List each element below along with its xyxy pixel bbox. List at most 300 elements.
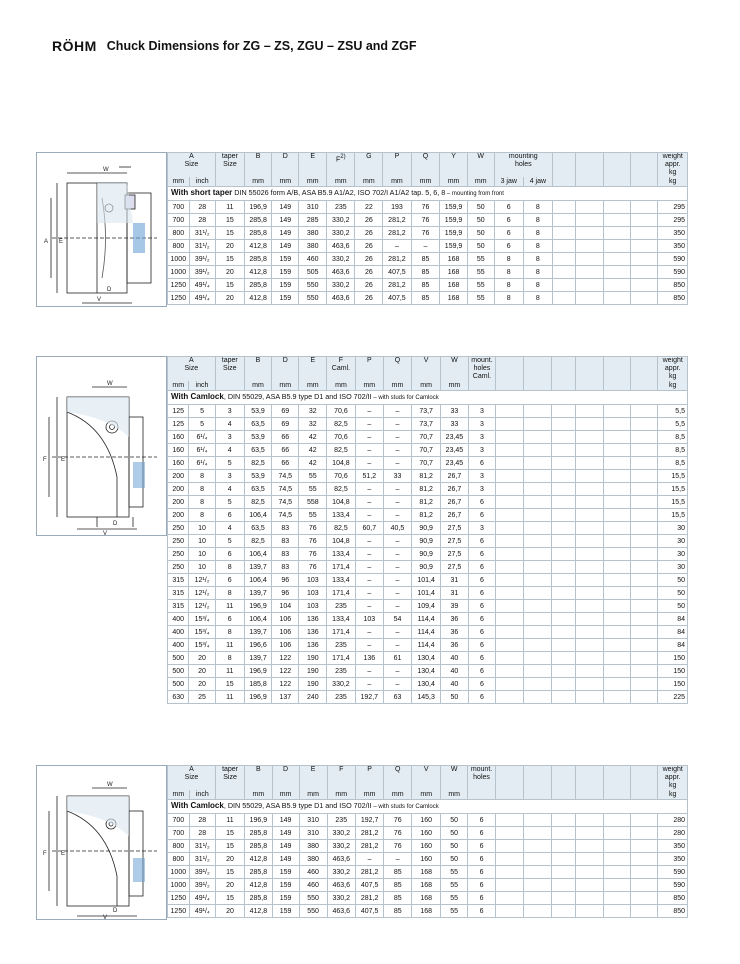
table-cell <box>524 814 552 827</box>
table-cell: – <box>355 483 383 496</box>
table-cell: 330,2 <box>327 827 355 840</box>
table-cell: 15 <box>215 279 244 292</box>
table-cell: 74,5 <box>272 483 299 496</box>
table-cell: 122 <box>272 678 299 691</box>
table-cell <box>552 892 576 905</box>
table-cell: 122 <box>272 665 299 678</box>
table-cell: 50 <box>658 600 688 613</box>
table-row <box>168 201 688 214</box>
table-cell: 15 <box>215 253 244 266</box>
table-cell: 149 <box>272 814 299 827</box>
table-cell <box>604 457 631 470</box>
table-cell: 39¹/₂ <box>189 879 215 892</box>
table-cell: 193 <box>383 201 411 214</box>
table-cell: 51,2 <box>355 470 383 483</box>
table-cell: 30 <box>658 548 688 561</box>
table-cell <box>575 483 603 496</box>
table-cell: – <box>383 457 411 470</box>
table-cell: – <box>355 405 383 418</box>
table-cell <box>524 626 552 639</box>
table-cell: 6 <box>468 879 496 892</box>
table-cell: 106,4 <box>244 509 271 522</box>
table-cell: 159 <box>272 892 299 905</box>
svg-text:A: A <box>44 239 49 245</box>
table-cell: 12¹/₂ <box>189 574 215 587</box>
table-cell: 76 <box>384 814 412 827</box>
table-cell: 463,6 <box>327 905 355 918</box>
table-cell: 36 <box>441 613 468 626</box>
table-cell: 463,6 <box>327 266 355 279</box>
table-row <box>168 626 688 639</box>
table-cell: 63,5 <box>244 418 271 431</box>
table-cell: 407,5 <box>355 879 383 892</box>
table-cell: 800 <box>168 227 190 240</box>
table-row <box>168 483 688 496</box>
svg-text:F: F <box>43 851 47 857</box>
table-row <box>168 561 688 574</box>
table-cell: 31¹/₂ <box>189 227 215 240</box>
table-cell: 330,2 <box>327 279 355 292</box>
table-cell: 6 <box>468 535 496 548</box>
table-cell <box>496 652 524 665</box>
table-cell: 28 <box>189 201 215 214</box>
table-cell: 8 <box>189 496 215 509</box>
table-cell: – <box>383 561 411 574</box>
table-cell <box>496 483 524 496</box>
table-cell: 96 <box>272 574 299 587</box>
table-cell <box>631 827 658 840</box>
table-cell: 26 <box>355 214 383 227</box>
table-cell <box>576 266 604 279</box>
table-cell: 3 <box>468 470 496 483</box>
table-cell <box>552 470 575 483</box>
table-cell: 8 <box>494 253 523 266</box>
table-cell: 106 <box>272 613 299 626</box>
table-cell: 280 <box>658 827 688 840</box>
table-cell: 76 <box>411 214 440 227</box>
table-cell <box>524 535 552 548</box>
table-cell: 200 <box>168 470 189 483</box>
table-cell <box>604 691 631 704</box>
table-cell <box>604 626 631 639</box>
table-cell: 1250 <box>168 892 190 905</box>
table-cell <box>604 444 631 457</box>
table-cell: 3 <box>468 418 496 431</box>
col-taper: taper <box>221 153 238 160</box>
table-cell: 159 <box>272 292 299 305</box>
col-size: Size <box>184 161 199 168</box>
table-cell <box>552 201 575 214</box>
table-cell <box>552 561 575 574</box>
table-cell: 109,4 <box>412 600 441 613</box>
table-cell: 20 <box>189 652 215 665</box>
table-cell: 20 <box>215 240 244 253</box>
col-taper-size: Size <box>223 161 237 168</box>
table-cell <box>524 665 552 678</box>
table-cell <box>552 866 576 879</box>
table-cell: 50 <box>467 201 494 214</box>
table-cell: 81,2 <box>412 483 441 496</box>
table-cell: 590 <box>658 866 688 879</box>
table-cell: 66 <box>272 444 299 457</box>
table-cell: 104,8 <box>327 457 355 470</box>
table-cell: 90,9 <box>412 548 441 561</box>
table-row <box>168 905 688 918</box>
table-cell: 20 <box>189 665 215 678</box>
table-cell: 90,9 <box>412 535 441 548</box>
table-cell: 850 <box>658 279 688 292</box>
table-cell: – <box>383 405 411 418</box>
table-cell: 20 <box>189 678 215 691</box>
table-row <box>168 587 688 600</box>
table-cell: 200 <box>168 509 189 522</box>
table-cell: 103 <box>299 600 327 613</box>
table-cell <box>575 561 603 574</box>
table-cell: 295 <box>658 201 688 214</box>
table-cell <box>631 266 658 279</box>
table-cell <box>575 626 603 639</box>
table-cell: 15,5 <box>658 509 688 522</box>
svg-text:W: W <box>103 167 109 173</box>
table-cell <box>631 691 658 704</box>
table-cell: 83 <box>272 548 299 561</box>
table-cell <box>575 652 603 665</box>
table-cell: 235 <box>327 639 355 652</box>
table-cell <box>575 405 603 418</box>
table-cell <box>495 840 523 853</box>
table-cell: 235 <box>327 691 355 704</box>
table-cell: 6 <box>468 892 496 905</box>
table-cell <box>496 431 524 444</box>
table-cell: 407,5 <box>355 905 383 918</box>
table-cell: 407,5 <box>383 292 411 305</box>
table-cell <box>496 496 524 509</box>
table-cell <box>631 613 658 626</box>
table-cell: 27,5 <box>441 548 468 561</box>
table-cell: 8 <box>523 292 552 305</box>
table-cell <box>552 266 575 279</box>
table-cell: – <box>383 665 411 678</box>
table-cell: 83 <box>272 522 299 535</box>
table-cell <box>604 548 631 561</box>
table-cell: 40 <box>441 652 468 665</box>
table-cell: 196,9 <box>245 814 272 827</box>
table-cell: 463,6 <box>327 879 355 892</box>
table-cell: 49¹/₄ <box>189 292 215 305</box>
table-cell: 505 <box>299 266 327 279</box>
table-cell: 171,4 <box>327 587 355 600</box>
table-cell: 28 <box>189 814 215 827</box>
table-cell: 550 <box>299 892 327 905</box>
table-cell: 285,8 <box>245 892 272 905</box>
table-cell <box>495 905 523 918</box>
table-cell: 6 <box>468 626 496 639</box>
table-cell <box>604 227 631 240</box>
table-cell: 15 <box>215 827 244 840</box>
table-cell <box>496 405 524 418</box>
table-cell: 15 <box>215 227 244 240</box>
table-row <box>168 574 688 587</box>
table-cell <box>631 431 658 444</box>
table-cell: 103 <box>299 587 327 600</box>
table-cell: 11 <box>215 665 244 678</box>
table-cell: 103 <box>355 613 383 626</box>
table-cell <box>524 879 552 892</box>
table-cell: 285,8 <box>244 279 271 292</box>
table-cell: 700 <box>168 827 190 840</box>
table-cell <box>496 574 524 587</box>
table-row <box>168 892 688 905</box>
table-cell <box>524 431 552 444</box>
table-cell: 85 <box>384 879 412 892</box>
table-cell: 42 <box>299 457 327 470</box>
table-cell: 225 <box>658 691 688 704</box>
table-cell: 63,5 <box>244 522 271 535</box>
table-cell <box>603 853 630 866</box>
table-cell: 1250 <box>168 292 190 305</box>
table-cell: – <box>383 483 411 496</box>
table-cell: 160 <box>412 814 441 827</box>
table-cell: 6 <box>468 509 496 522</box>
table-cell: 23,45 <box>441 431 468 444</box>
table-cell: 500 <box>168 665 189 678</box>
table-cell: 6 <box>215 613 244 626</box>
table-cell: 150 <box>658 652 688 665</box>
table-cell: 53,9 <box>244 431 271 444</box>
table-cell: 330,2 <box>327 253 355 266</box>
table-cell: 31 <box>441 587 468 600</box>
table-cell: 171,4 <box>327 652 355 665</box>
table-cell <box>575 814 603 827</box>
table-cell: 25 <box>189 691 215 704</box>
table-cell <box>631 214 658 227</box>
table-cell: 26 <box>355 292 383 305</box>
table-cell <box>631 574 658 587</box>
table-cell: 149 <box>272 214 299 227</box>
svg-text:E: E <box>61 457 66 463</box>
table-cell: 61 <box>383 652 411 665</box>
table-row <box>168 665 688 678</box>
table-row <box>168 240 688 253</box>
table-cell <box>631 892 658 905</box>
table-cell: – <box>383 535 411 548</box>
table-cell: 6 <box>468 814 496 827</box>
table-cell: 90,9 <box>412 522 441 535</box>
table-cell: 3 <box>468 522 496 535</box>
table-cell <box>575 827 603 840</box>
table-cell: 463,6 <box>327 292 355 305</box>
table-cell: 250 <box>168 548 189 561</box>
svg-text:F: F <box>43 457 47 463</box>
table-row <box>168 214 688 227</box>
table-cell: 168 <box>440 266 467 279</box>
table-cell: 149 <box>272 240 299 253</box>
table-cell: 74,5 <box>272 509 299 522</box>
table-cell <box>631 535 658 548</box>
table-cell: 12¹/₂ <box>189 600 215 613</box>
table-cell <box>604 201 631 214</box>
table-cell: 15 <box>215 840 244 853</box>
table-cell: 50 <box>658 587 688 600</box>
table-cell <box>631 652 658 665</box>
table-cell: 8 <box>494 292 523 305</box>
table-cell: 139,7 <box>244 587 271 600</box>
table-cell: 74,5 <box>272 470 299 483</box>
table-cell: 32 <box>299 405 327 418</box>
table-row <box>168 678 688 691</box>
table-cell: 8,5 <box>658 457 688 470</box>
svg-text:D: D <box>107 287 112 293</box>
table-cell: 85 <box>384 892 412 905</box>
table-cell: 310 <box>299 201 327 214</box>
table-cell: – <box>383 509 411 522</box>
subtitle-camlock-large: With Camlock, DIN 55029, ASA B5.9 type D1 and ISO 702/II – with studs for Camlock <box>168 800 688 814</box>
table-cell: 96 <box>272 587 299 600</box>
table-cell <box>575 587 603 600</box>
table-cell: 630 <box>168 691 189 704</box>
table-cell <box>631 814 658 827</box>
table-cell: 6 <box>468 665 496 678</box>
table-cell <box>603 892 630 905</box>
table-cell: 3 <box>468 405 496 418</box>
table-cell <box>552 626 575 639</box>
table-cell: 350 <box>658 240 688 253</box>
table-cell: 171,4 <box>327 561 355 574</box>
table-cell <box>575 444 603 457</box>
table-cell <box>604 279 631 292</box>
table-cell: 27,5 <box>441 535 468 548</box>
table-cell: 6 <box>468 905 496 918</box>
table-cell: 40 <box>441 665 468 678</box>
table-cell <box>496 548 524 561</box>
svg-text:E: E <box>61 851 66 857</box>
table-cell: 160 <box>168 431 189 444</box>
table-cell <box>604 509 631 522</box>
table-cell <box>604 574 631 587</box>
table-cell: 6 <box>468 561 496 574</box>
table-cell <box>552 548 575 561</box>
table-row <box>168 548 688 561</box>
subtitle-camlock-small: With Camlock, DIN 55029, ASA B5.9 type D1 and ISO 702/II – with studs for Camlock <box>168 391 688 405</box>
table-cell <box>631 866 658 879</box>
table-cell <box>603 879 630 892</box>
table-cell: 3 <box>468 444 496 457</box>
table-cell: 55 <box>467 279 494 292</box>
table-cell <box>576 292 604 305</box>
table-cell <box>496 561 524 574</box>
table-cell: 412,8 <box>244 292 271 305</box>
svg-text:V: V <box>103 915 108 919</box>
table-cell <box>552 509 575 522</box>
table-cell <box>524 470 552 483</box>
table-cell <box>631 201 658 214</box>
table-cell: 66 <box>272 457 299 470</box>
table-cell: 11 <box>215 691 244 704</box>
table-cell <box>631 905 658 918</box>
table-cell: 310 <box>299 814 327 827</box>
table-cell: 168 <box>412 866 441 879</box>
col-g: G <box>355 153 383 178</box>
col-p: P <box>383 153 411 178</box>
table-cell: 5 <box>215 535 244 548</box>
table-cell <box>604 600 631 613</box>
table-cell: 82,5 <box>327 444 355 457</box>
table-cell: 33 <box>383 470 411 483</box>
table-cell: 6 <box>468 613 496 626</box>
table-cell: – <box>355 574 383 587</box>
table-cell <box>496 691 524 704</box>
table-cell <box>576 214 604 227</box>
table-cell: 412,8 <box>245 853 272 866</box>
table-cell <box>575 678 603 691</box>
table-cell: – <box>355 561 383 574</box>
table-cell: 26 <box>355 266 383 279</box>
table-row <box>168 600 688 613</box>
table-cell <box>552 879 576 892</box>
table-row <box>168 227 688 240</box>
table-cell: 15,5 <box>658 483 688 496</box>
table-cell: 590 <box>658 879 688 892</box>
table-cell: 168 <box>412 879 441 892</box>
table-cell: 8 <box>215 561 244 574</box>
table-cell <box>604 214 631 227</box>
table-cell: 160 <box>412 840 441 853</box>
table-cell <box>552 431 575 444</box>
svg-text:D: D <box>113 521 118 527</box>
table-cell: 6 <box>468 652 496 665</box>
table-cell: 350 <box>658 853 688 866</box>
table-cell: 281,2 <box>383 214 411 227</box>
table-cell: 6 <box>468 496 496 509</box>
table-cell: 280 <box>658 814 688 827</box>
table-cell: 196,9 <box>244 691 271 704</box>
table-cell <box>631 600 658 613</box>
table-cell <box>524 691 552 704</box>
table-cell: 70,6 <box>327 470 355 483</box>
table-cell: 39 <box>441 600 468 613</box>
table-cell: 69 <box>272 418 299 431</box>
table-cell: 281,2 <box>383 253 411 266</box>
table-cell: 139,7 <box>244 652 271 665</box>
table-cell: 190 <box>299 665 327 678</box>
table-cell <box>575 574 603 587</box>
table-row <box>168 691 688 704</box>
table-cell <box>495 892 523 905</box>
table-cell: 39¹/₂ <box>189 266 215 279</box>
table-cell: – <box>355 639 383 652</box>
table-cell: 106 <box>272 626 299 639</box>
table-cell <box>631 253 658 266</box>
page-header <box>52 38 417 54</box>
table-cell <box>631 279 658 292</box>
table-cell: 11 <box>215 600 244 613</box>
table-cell <box>524 678 552 691</box>
table-cell: 550 <box>299 905 327 918</box>
table-cell: 235 <box>327 201 355 214</box>
table-cell <box>631 678 658 691</box>
col-f: $F^{2)}$ <box>327 153 355 178</box>
table-cell: 400 <box>168 613 189 626</box>
table-cell <box>496 587 524 600</box>
table-cell: 281,2 <box>355 840 383 853</box>
table-cell: 350 <box>658 840 688 853</box>
table-cell: 76 <box>299 561 327 574</box>
table-cell <box>604 405 631 418</box>
table-cell: 82,5 <box>244 535 271 548</box>
table-cell <box>496 509 524 522</box>
table-row <box>168 279 688 292</box>
table-cell: 63,5 <box>244 483 271 496</box>
